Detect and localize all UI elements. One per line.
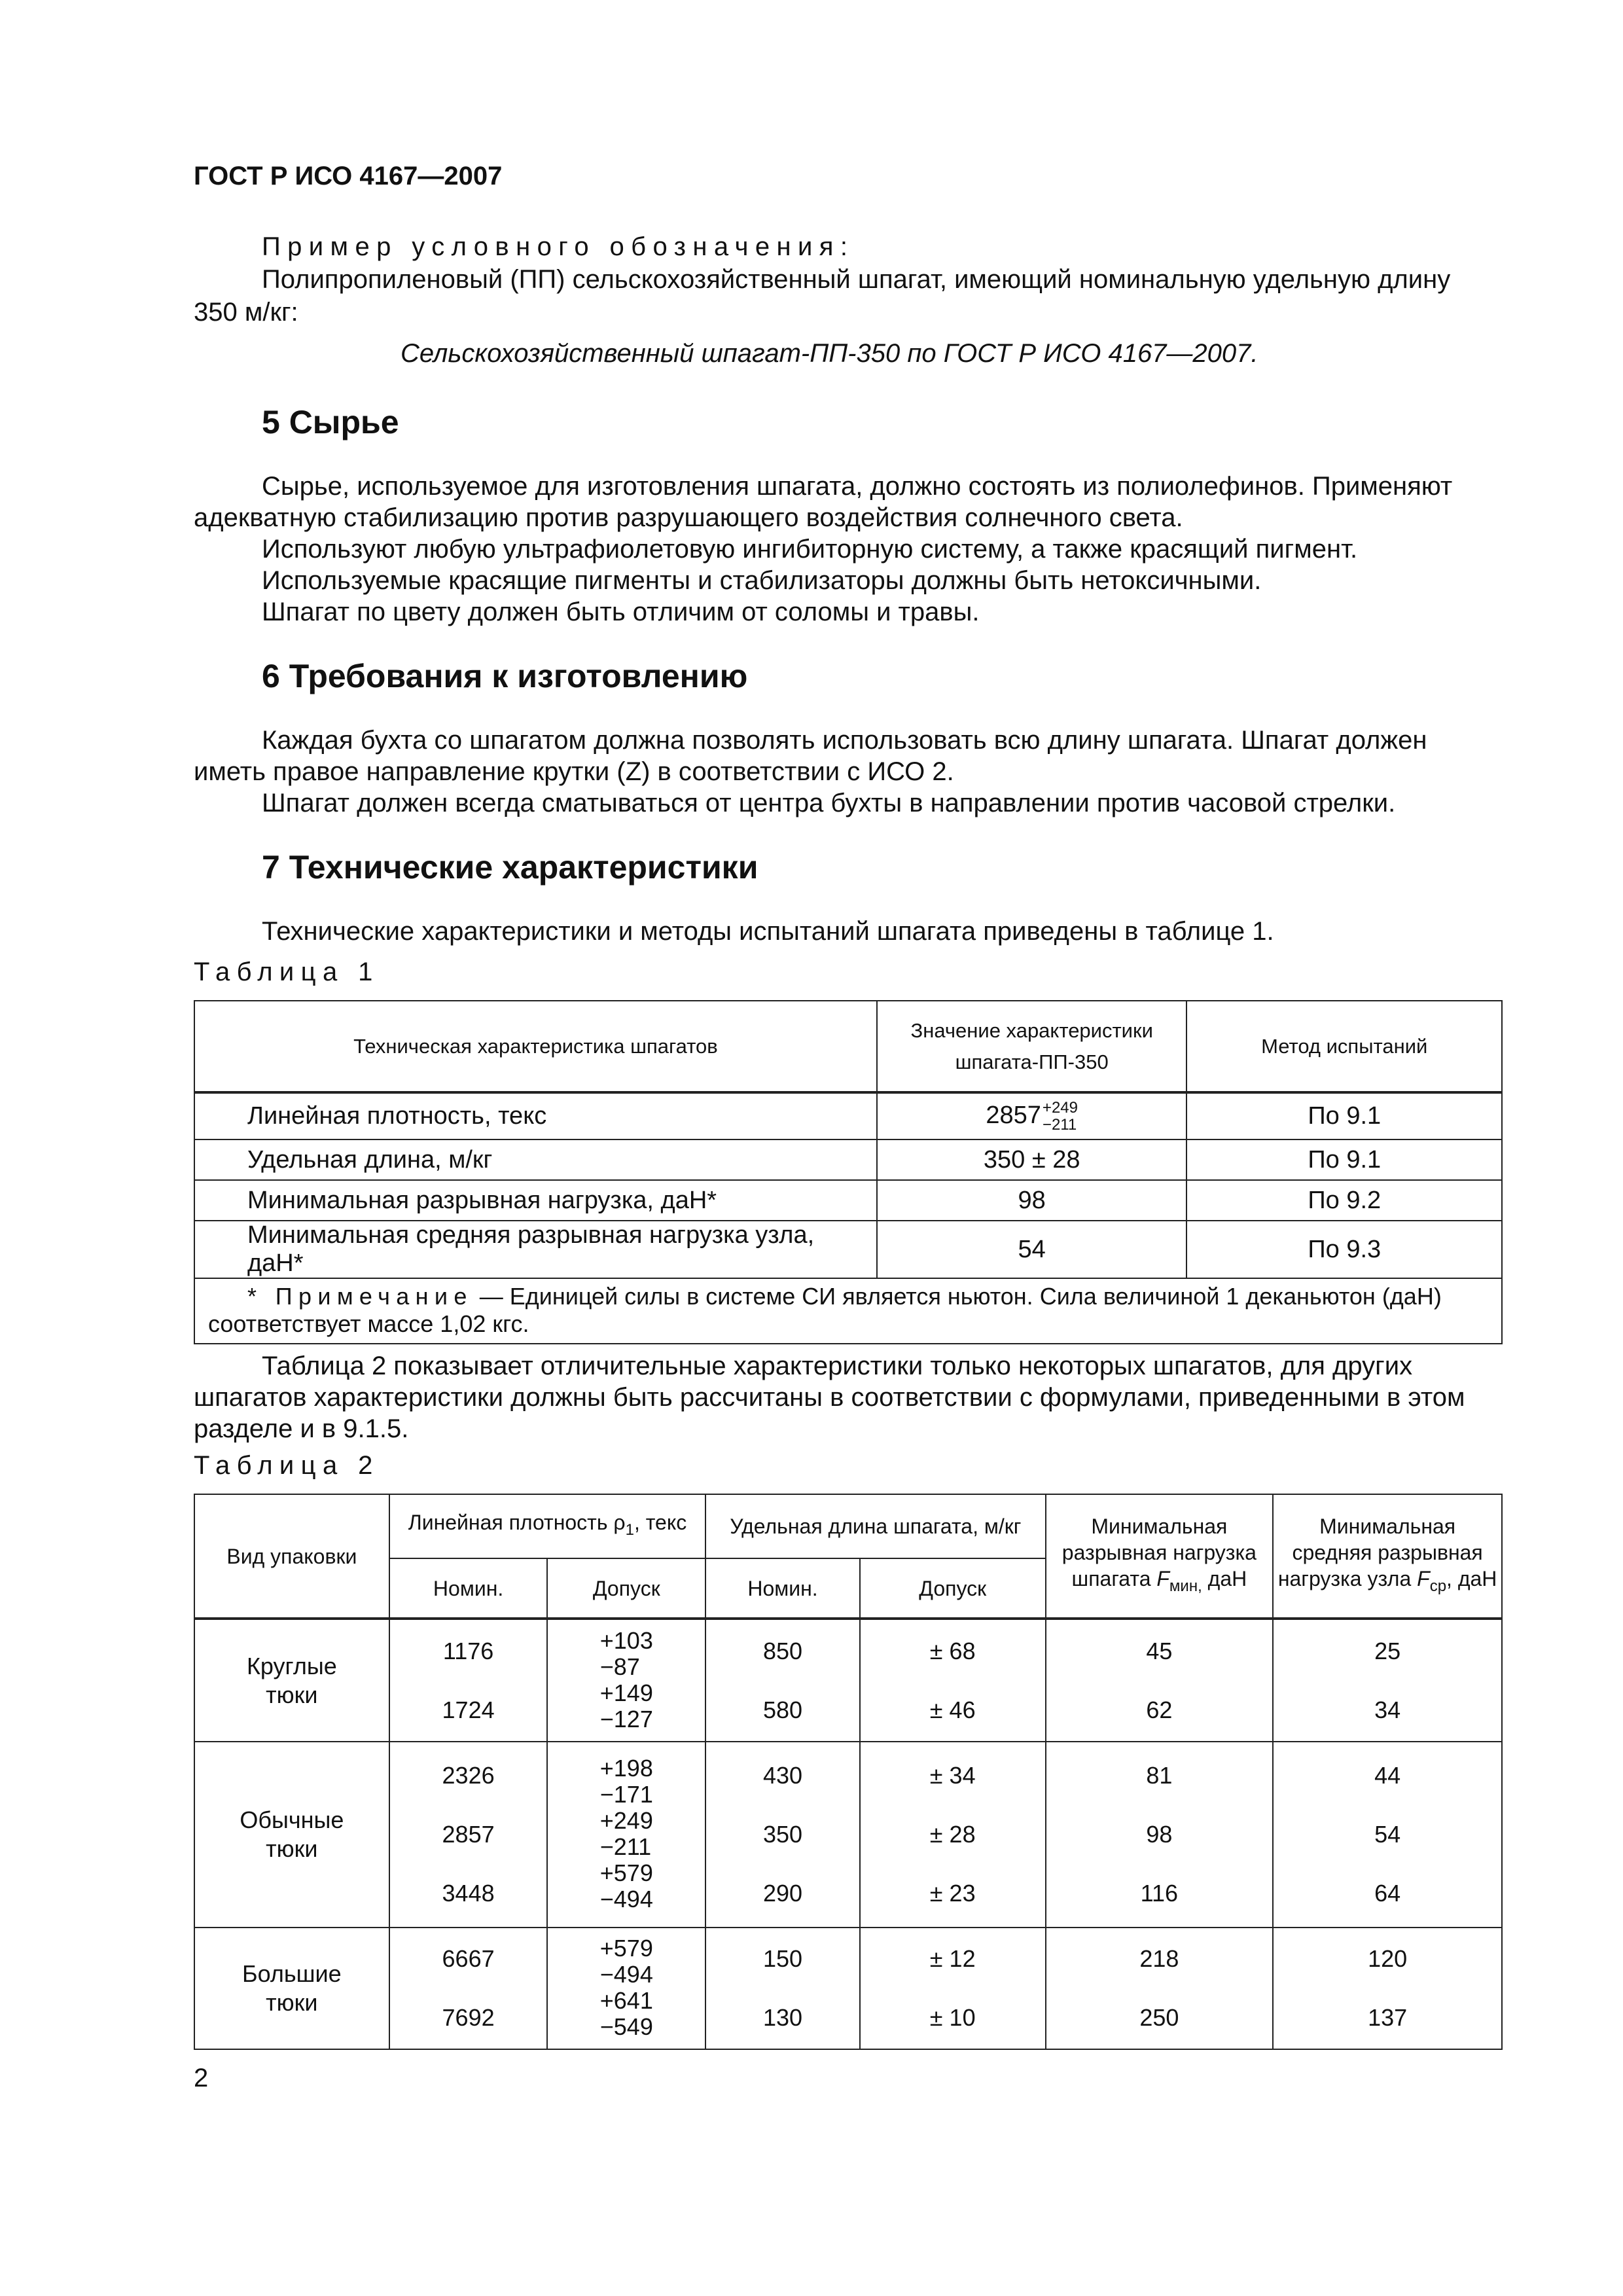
t2-header-density-unit: , текс (633, 1511, 687, 1534)
t2-value: 580 (762, 1696, 803, 1723)
t1-row-name: Линейная плотность, текс (194, 1092, 877, 1139)
t2-value: 137 (1368, 2004, 1408, 2031)
section-6-line1: Каждая бухта со шпагатом должна позволять использовать всю длину шпагата. Шпагат должен (262, 726, 1427, 755)
example-text-line2: 350 м/кг: (194, 298, 298, 327)
t2-pack-name-line1: Большие (242, 1960, 342, 1987)
t2-tol-stack (600, 1935, 653, 2040)
t2-pack-name (194, 1742, 389, 1928)
t2-density-nom (389, 1619, 548, 1742)
table-row (194, 1742, 1502, 1928)
t2-value: 62 (1146, 1696, 1173, 1723)
t2-fcp (1273, 1619, 1502, 1742)
rho-symbol: ρ (613, 1511, 626, 1534)
t2-header-minload (1046, 1494, 1274, 1619)
t2-value: ± 46 (929, 1696, 976, 1723)
t2-value: ± 34 (929, 1762, 976, 1789)
t2-tol-minus: −494 (599, 1961, 653, 1988)
t2-header-minload-line3 (1046, 1566, 1273, 1600)
section-5-line5: Шпагат по цвету должен быть отличим от соломы и травы. (262, 598, 980, 626)
example-designation: Сельскохозяйственный шпагат-ПП-350 по ГОСТ Р ИСО 4167—2007. (401, 339, 1258, 368)
t2-value: 81 (1146, 1762, 1173, 1789)
t2-value: 44 (1374, 1762, 1401, 1789)
table-row (194, 1092, 1502, 1139)
t1-row-value: 98 (877, 1180, 1187, 1221)
t2-header-length-nom: Номин. (705, 1558, 860, 1619)
page-number: 2 (194, 2064, 209, 2092)
t2-fmin (1046, 1619, 1274, 1742)
t2-value: ± 23 (929, 1880, 976, 1907)
t1-row-value: 350 ± 28 (877, 1139, 1187, 1180)
t2-header-knot (1273, 1494, 1502, 1619)
table-2 (194, 1494, 1503, 2050)
t2-header-density-nom: Номин. (389, 1558, 548, 1619)
t2-value: 120 (1368, 1945, 1408, 1972)
section-5-line3: Используют любую ультрафиолетовую ингибиторную систему, а также красящий пигмент. (262, 535, 1358, 564)
t2-tol-minus: −494 (599, 1886, 653, 1912)
t1-header-value-line2: шпагата-ПП-350 (955, 1050, 1109, 1073)
t1-header-value-line1: Значение характеристики (910, 1018, 1153, 1042)
t2-value: 116 (1140, 1880, 1179, 1907)
t1-row-method: По 9.1 (1186, 1092, 1502, 1139)
t2-header-length-tol: Допуск (860, 1558, 1046, 1619)
t2-tol-minus: −87 (599, 1653, 640, 1680)
table-1-note-row (194, 1278, 1502, 1344)
t2-value: ± 28 (929, 1821, 976, 1848)
t2-density-nom (389, 1742, 548, 1928)
table-2-caption: Таблица 2 (194, 1451, 380, 1480)
t2-density-tol (547, 1928, 705, 2049)
t2-pack-name (194, 1928, 389, 2049)
table-row (194, 1619, 1502, 1742)
t2-value: 45 (1146, 1637, 1173, 1664)
t2-tol-plus: +579 (599, 1935, 653, 1962)
table-row (194, 1180, 1502, 1221)
table-1-caption: Таблица 1 (194, 958, 380, 986)
t1-row-value: 54 (877, 1221, 1187, 1278)
t1-row-method: По 9.3 (1186, 1221, 1502, 1278)
section-5-title: 5 Сырье (262, 404, 399, 440)
t2-value: 250 (1139, 2004, 1179, 2031)
f-min-subscript: мин, (1169, 1577, 1202, 1595)
t1-row-value (877, 1092, 1187, 1139)
t2-tol-plus: +249 (599, 1807, 653, 1834)
t2-tol-stack (600, 1628, 653, 1732)
t1-value-sub: −211 (1042, 1115, 1077, 1134)
t2-pack-name-line2: тюки (266, 1989, 318, 2016)
t2-density-tol (547, 1742, 705, 1928)
t2-value: 7692 (442, 2004, 495, 2031)
section-7-line1: Технические характеристики и методы испытаний шпагата приведены в таблице 1. (262, 917, 1274, 946)
t2-fmin (1046, 1742, 1274, 1928)
t2-value: ± 10 (929, 2004, 976, 2031)
example-label: Пример условного обозначения: (262, 232, 855, 261)
t2-length-nom (705, 1928, 860, 2049)
t1-row-method: По 9.2 (1186, 1180, 1502, 1221)
t2-tol-minus: −211 (599, 1833, 652, 1860)
t2-value: 2326 (442, 1762, 495, 1789)
t2-length-tol (860, 1742, 1046, 1928)
t1-header-characteristic: Техническая характеристика шпагатов (194, 1001, 877, 1092)
t2-header-knot-line1: Минимальная (1319, 1514, 1456, 1538)
t1-row-method: По 9.1 (1186, 1139, 1502, 1180)
t2-length-tol (860, 1619, 1046, 1742)
t2-header-density-text: Линейная плотность (408, 1511, 614, 1534)
t1-row-name: Минимальная средняя разрывная нагрузка узла, даН* (194, 1221, 877, 1278)
table-row (194, 1221, 1502, 1278)
f-cp-subscript: ср (1429, 1577, 1447, 1595)
t2-pack-name-line1: Обычные (240, 1806, 344, 1833)
t1-value-sup: +249 (1042, 1098, 1078, 1117)
t2-value: 290 (762, 1880, 803, 1907)
t2-value: 850 (762, 1637, 803, 1664)
t1-value-main: 2857 (986, 1101, 1041, 1129)
t2-value: 6667 (442, 1945, 495, 1972)
t1-row-name: Минимальная разрывная нагрузка, даН* (194, 1180, 877, 1221)
t2-length-nom (705, 1742, 860, 1928)
t2-pack-name-line2: тюки (266, 1681, 318, 1708)
t2-pack-name (194, 1619, 389, 1742)
section-5-line2: адекватную стабилизацию против разрушающего воздействия солнечного света. (194, 503, 1183, 532)
t2-header-knot-line2: средняя разрывная (1292, 1540, 1483, 1564)
t1-header-method: Метод испытаний (1186, 1001, 1502, 1092)
table-row (194, 1928, 1502, 2049)
example-text-line1: Полипропиленовый (ПП) сельскохозяйственный шпагат, имеющий номинальную удельную длину (262, 265, 1451, 294)
t2-tol-plus: +641 (599, 1987, 653, 2014)
t1-header-value (877, 1001, 1187, 1092)
t2-length-tol (860, 1928, 1046, 2049)
t2-value: 1176 (442, 1637, 494, 1664)
t2-fcp (1273, 1742, 1502, 1928)
t2-value: 34 (1374, 1696, 1401, 1723)
t2-header-minload-line2: разрывная нагрузка (1061, 1540, 1257, 1564)
t2-tol-plus: +198 (599, 1755, 653, 1782)
t2-header-length: Удельная длина шпагата, м/кг (705, 1494, 1045, 1558)
document-header: ГОСТ Р ИСО 4167—2007 (194, 162, 503, 190)
t2-value: 2857 (442, 1821, 495, 1848)
rho-subscript: 1 (625, 1521, 634, 1539)
section-5-line4: Используемые красящие пигменты и стабилизаторы должны быть нетоксичными. (262, 566, 1262, 595)
table-1 (194, 1000, 1503, 1344)
t2-tol-minus: −127 (599, 1705, 653, 1732)
t2-header-pack: Вид упаковки (194, 1494, 389, 1619)
t2-value: 1724 (442, 1696, 495, 1723)
t2-header-minload-line1: Минимальная (1091, 1514, 1228, 1538)
t2-header-knot-line3 (1274, 1566, 1501, 1600)
t2-value: 130 (762, 2004, 803, 2031)
t2-value: ± 68 (929, 1637, 976, 1664)
t2-header-minload-unit: даН (1202, 1566, 1247, 1590)
t2-tol-plus: +103 (599, 1626, 653, 1654)
t2-value: 150 (762, 1945, 803, 1972)
t2-fmin (1046, 1928, 1274, 2049)
t2-pack-name-line1: Круглые (246, 1652, 337, 1679)
t2-tol-plus: +579 (599, 1859, 653, 1886)
t2-tol-minus: −549 (599, 2013, 653, 2040)
t2-header-density (389, 1494, 705, 1558)
table-2-intro-line2: шпагатов характеристики должны быть рассчитаны в соответствии с формулами, приведенными в этом (194, 1383, 1465, 1412)
t2-value: ± 12 (929, 1945, 976, 1972)
section-7-title: 7 Технические характеристики (262, 849, 758, 886)
f-symbol: F (1156, 1566, 1169, 1590)
t2-value: 430 (762, 1762, 803, 1789)
t2-density-tol (547, 1619, 705, 1742)
t1-value-tolerance (1043, 1100, 1078, 1134)
note-label: * Примечание (247, 1283, 473, 1310)
t2-value: 64 (1374, 1880, 1401, 1907)
t2-value: 54 (1374, 1821, 1401, 1848)
table-2-intro-line3: разделе и в 9.1.5. (194, 1414, 409, 1443)
table-2-intro-line1: Таблица 2 показывает отличительные характеристики только некоторых шпагатов, для других (262, 1352, 1413, 1380)
t2-fcp (1273, 1928, 1502, 2049)
t2-tol-plus: +149 (599, 1679, 653, 1706)
section-6-line2: иметь правое направление крутки (Z) в соответствии с ИСО 2. (194, 757, 954, 786)
t2-tol-stack (600, 1755, 653, 1912)
note-line1: — Единицей силы в системе СИ является ньютон. Сила величиной 1 деканьютон (даН) (473, 1283, 1442, 1310)
t2-value: 218 (1139, 1945, 1179, 1972)
t2-density-nom (389, 1928, 548, 2049)
t2-length-nom (705, 1619, 860, 1742)
t2-header-minload-text: шпагата (1071, 1566, 1157, 1590)
t2-value: 3448 (442, 1880, 495, 1907)
t1-row-name: Удельная длина, м/кг (194, 1139, 877, 1180)
t2-header-density-tol: Допуск (547, 1558, 705, 1619)
table-row (194, 1139, 1502, 1180)
t2-pack-name-line2: тюки (266, 1835, 318, 1862)
f-symbol: F (1417, 1566, 1430, 1590)
t2-header-knot-unit: , даН (1446, 1566, 1497, 1590)
t2-header-knot-text: нагрузка узла (1277, 1566, 1418, 1590)
section-6-line3: Шпагат должен всегда сматываться от центра бухты в направлении против часовой стрелки. (262, 789, 1396, 817)
t2-tol-minus: −171 (599, 1781, 653, 1808)
section-6-title: 6 Требования к изготовлению (262, 658, 748, 694)
t2-value: 98 (1146, 1821, 1173, 1848)
t2-value: 25 (1374, 1637, 1401, 1664)
t2-value: 350 (762, 1821, 803, 1848)
section-5-line1: Сырье, используемое для изготовления шпагата, должно состоять из полиолефинов. Применяют (262, 472, 1453, 501)
table-1-note (194, 1278, 1502, 1344)
note-line2: соответствует массе 1,02 кгс. (208, 1310, 529, 1337)
